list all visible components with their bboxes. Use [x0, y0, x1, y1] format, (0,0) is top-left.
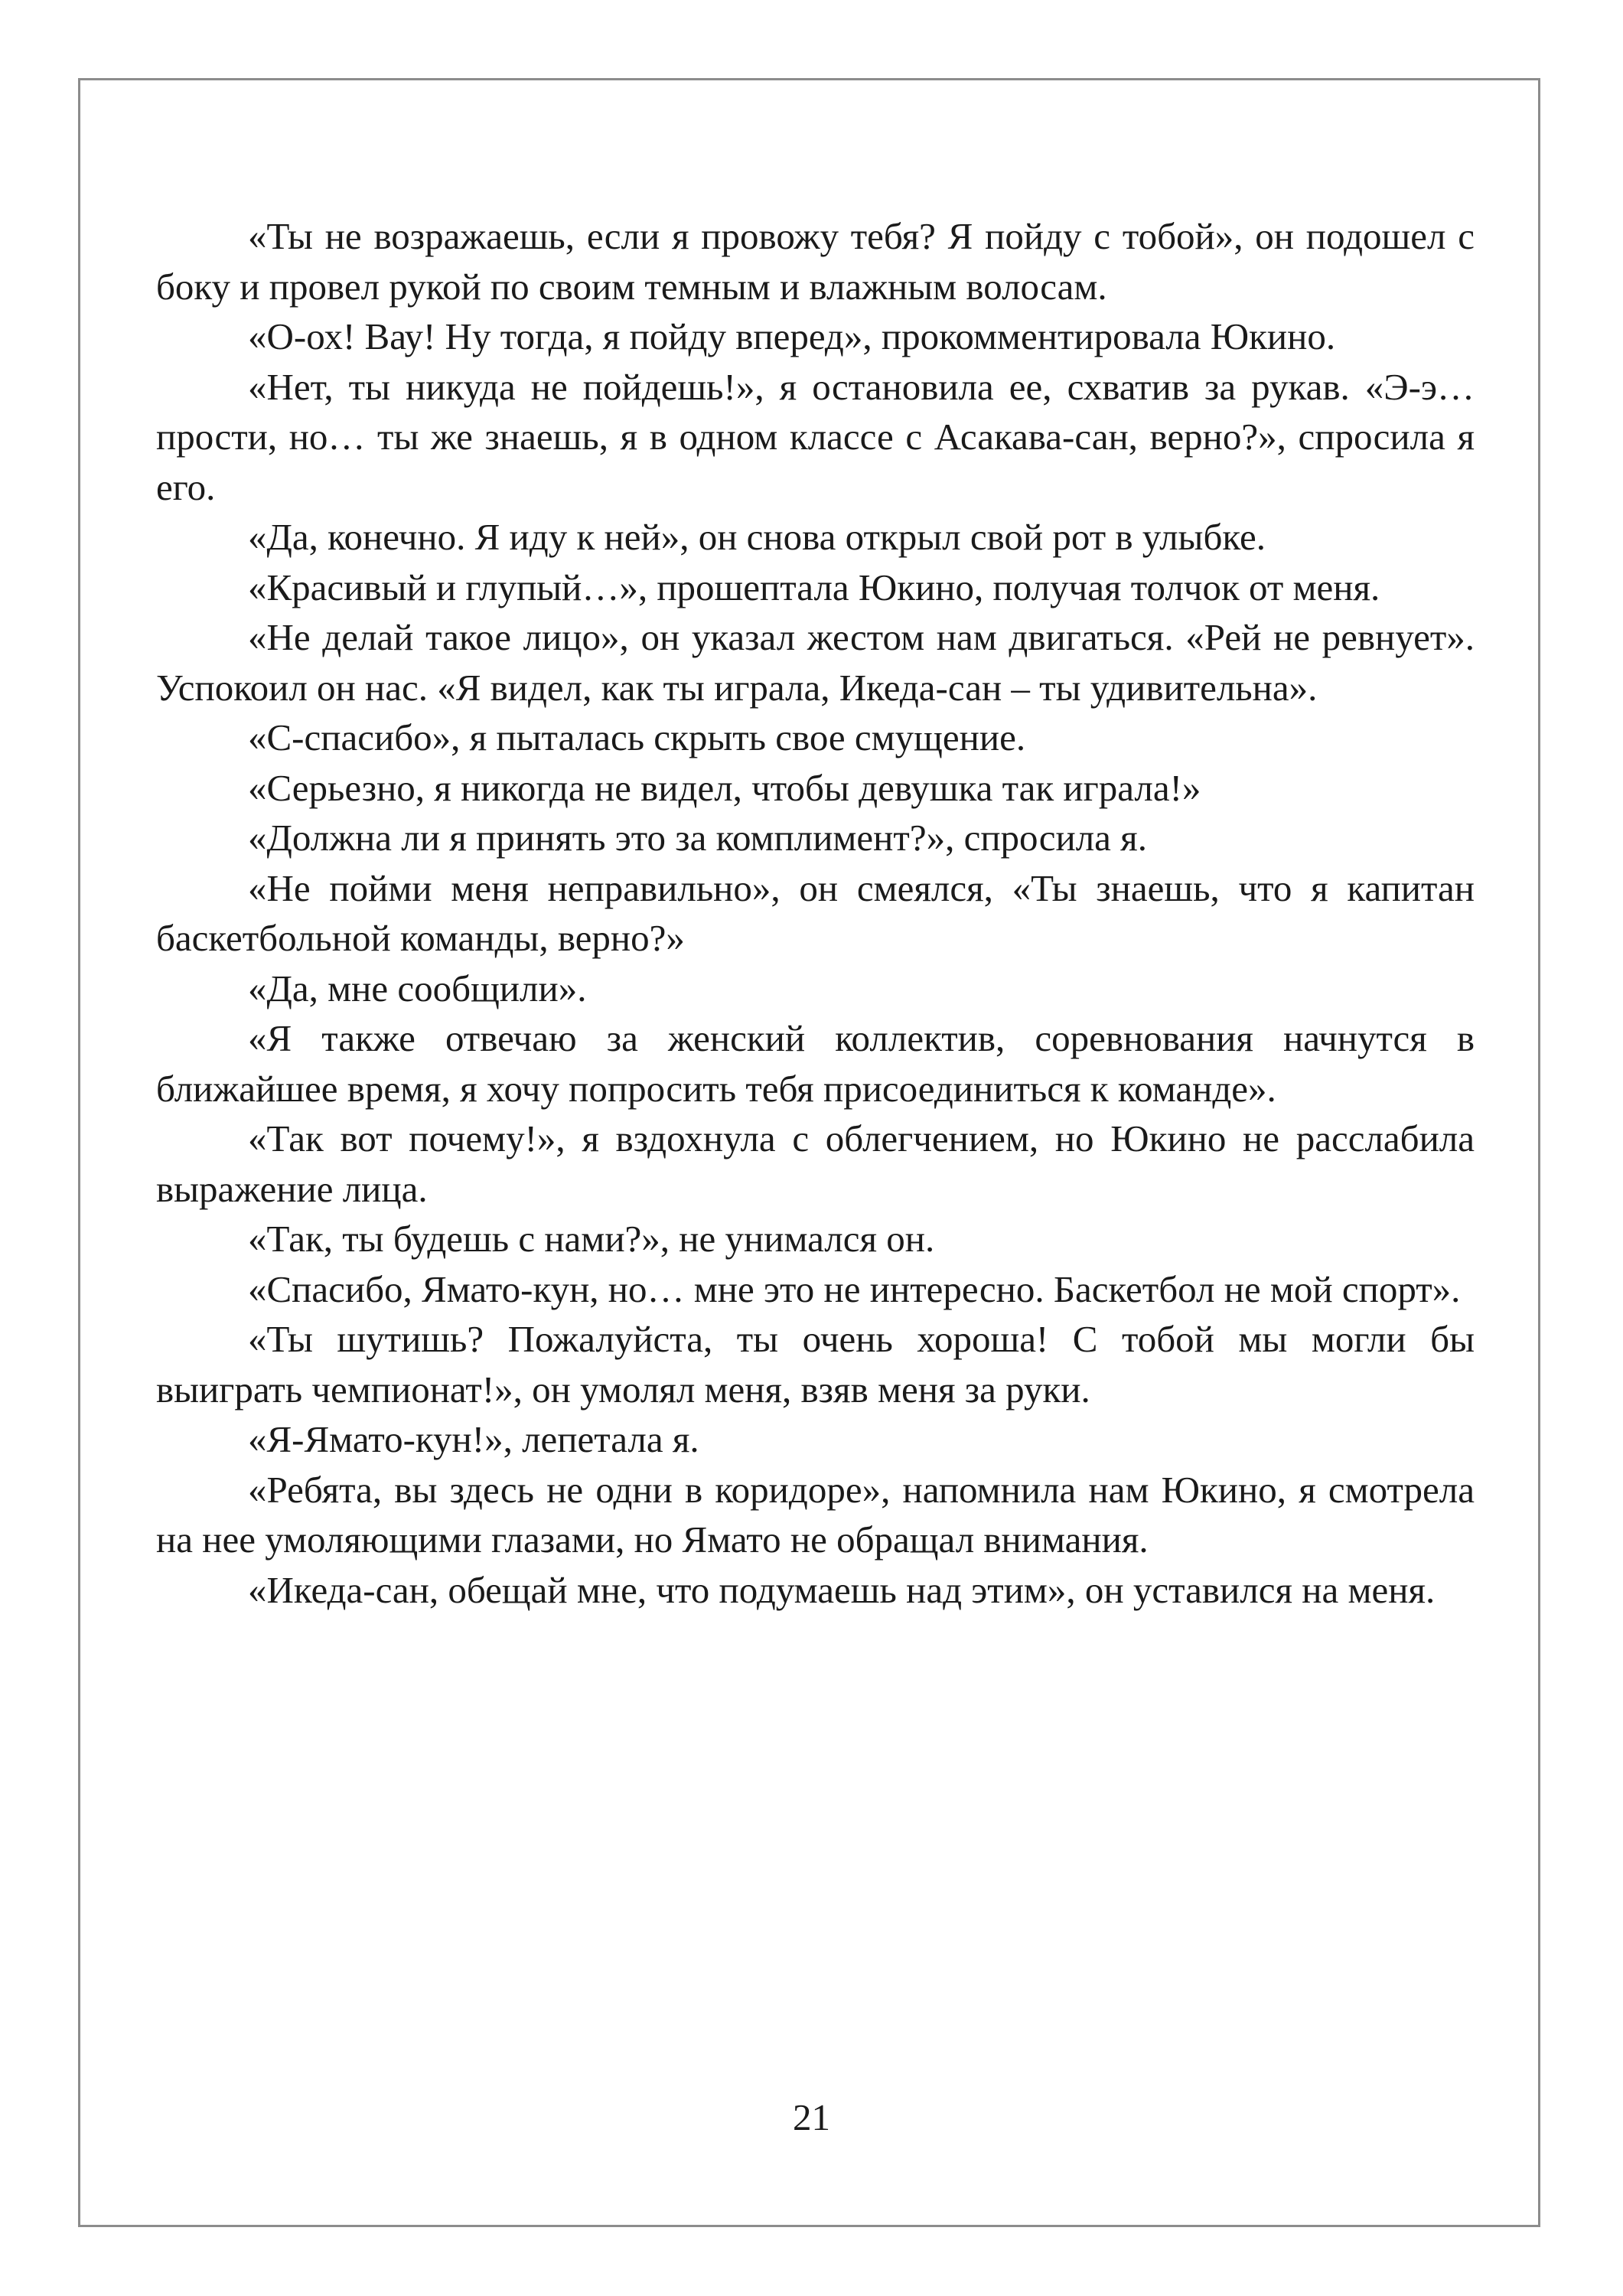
paragraph: «С-спасибо», я пыталась скрыть свое смущение. — [248, 716, 1026, 758]
body-text — [156, 211, 1475, 1615]
paragraph: «Так, ты будешь с нами?», не унимался он. — [248, 1218, 935, 1260]
paragraph: «Не пойми меня неправильно», он смеялся, «Ты знаешь, что я капитан баскетбольной команды, верно?» — [156, 866, 1475, 959]
paragraph: «Ребята, вы здесь не одни в коридоре», напомнила нам Юкино, я смотрела на нее умоляющими глазами, но Ямато не обращал внимания. — [156, 1468, 1475, 1561]
paragraph: «Да, мне сообщили». — [248, 967, 587, 1009]
paragraph: «Нет, ты никуда не пойдешь!», я остановила ее, схватив за рукав. «Э-э… прости, но… ты же знаешь, я в одном классе с Асакава-сан, верно?», спросила я его. — [156, 365, 1475, 508]
paragraph: «Да, конечно. Я иду к ней», он снова открыл свой рот в улыбке. — [248, 516, 1266, 558]
page-number: 21 — [793, 2096, 830, 2138]
paragraph: «Я-Ямато-кун!», лепетала я. — [248, 1418, 699, 1460]
paragraph: «Не делай такое лицо», он указал жестом нам двигаться. «Рей не ревнует». Успокоил он нас. «Я видел, как ты играла, Икеда-сан – ты удивительна». — [156, 616, 1475, 709]
paragraph: «О-ох! Вау! Ну тогда, я пойду вперед», прокомментировала Юкино. — [248, 315, 1336, 357]
paragraph: «Я также отвечаю за женский коллектив, соревнования начнутся в ближайшее время, я хочу попросить тебя присоединиться к команде». — [156, 1017, 1475, 1110]
paragraph: «Красивый и глупый…», прошептала Юкино, получая толчок от меня. — [248, 566, 1380, 608]
paragraph: «Икеда-сан, обещай мне, что подумаешь над этим», он уставился на меня. — [248, 1568, 1436, 1611]
paragraph: «Ты не возражаешь, если я провожу тебя? Я пойду с тобой», он подошел с боку и провел рукой по своим темным и влажным волосам. — [156, 215, 1475, 308]
paragraph: «Должна ли я принять это за комплимент?», спросила я. — [248, 817, 1147, 859]
paragraph: «Ты шутишь? Пожалуйста, ты очень хороша! С тобой мы могли бы выиграть чемпионат!», он умолял меня, взяв меня за руки. — [156, 1318, 1475, 1411]
paragraph: «Серьезно, я никогда не видел, чтобы девушка так играла!» — [248, 766, 1201, 809]
paragraph: «Спасибо, Ямато-кун, но… мне это не интересно. Баскетбол не мой спорт». — [248, 1267, 1461, 1310]
paragraph: «Так вот почему!», я вздохнула с облегчением, но Юкино не расслабила выражение лица. — [156, 1117, 1475, 1210]
